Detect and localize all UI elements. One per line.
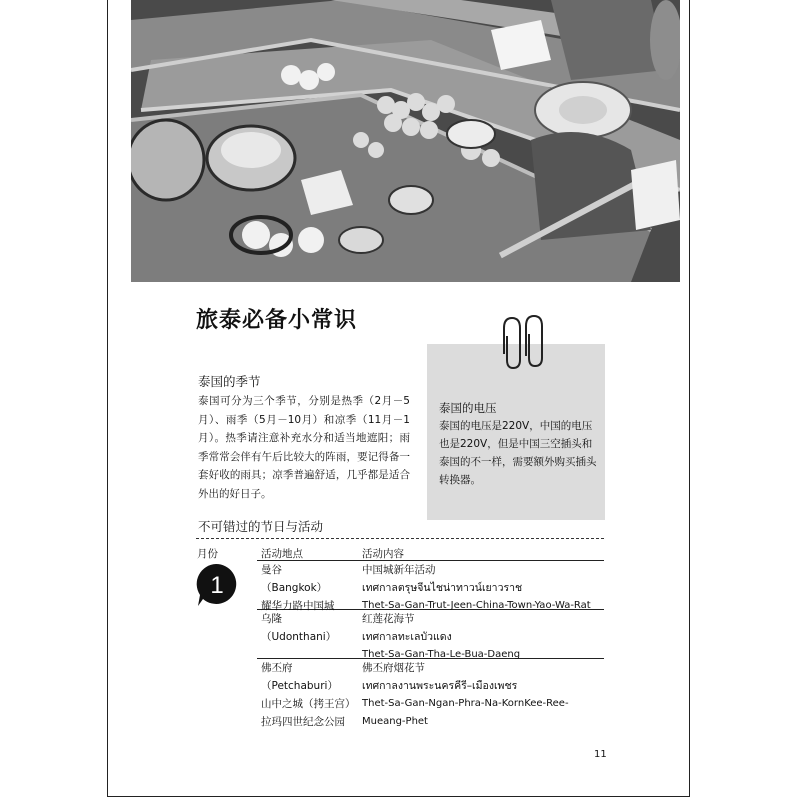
place-line: 乌隆 [261, 613, 282, 625]
content-line: 中国城新年活动 [362, 564, 436, 576]
place-line: （Bangkok） [261, 582, 328, 594]
content-line: Thet-Sa-Gan-Trut-Jeen-China-Town-Yao-Wa-Rat [362, 600, 591, 611]
column-header-place: 活动地点 [261, 548, 303, 560]
content-line: เทศกาลงานพระนครคีรี–เมืองเพชร [362, 680, 518, 692]
month-number: 1 [210, 572, 224, 599]
content-line: เทศกาลตรุษจีนไชน่าทาวน์เยาวราช [362, 582, 523, 594]
season-body: 泰国可分为三个季节，分别是热季（2月－5月）、雨季（5月－10月）和凉季（11月－1月）。热季请注意补充水分和适当地遮阳；雨季常常会伴有午后比较大的阵雨，要记得备一套好收的雨具；凉季普遍舒适，几乎都是适合外出的好日子。 [198, 395, 410, 500]
place-line: 佛丕府 [261, 662, 293, 674]
voltage-body: 泰国的电压是220V，中国的电压也是220V，但是中国三空插头和泰国的不一样，需要额外购买插头转换器。 [439, 420, 597, 486]
content-line: Mueang-Phet [362, 716, 428, 727]
table-row [362, 610, 520, 664]
column-header-month: 月份 [197, 548, 218, 560]
column-header-content: 活动内容 [362, 548, 404, 560]
page-number: 11 [594, 749, 607, 760]
festivals-heading: 不可错过的节日与活动 [198, 519, 324, 534]
floating-market-photo [131, 0, 680, 282]
month-badge [194, 562, 240, 612]
table-row [362, 561, 591, 615]
content-line: 红莲花海节 [362, 613, 415, 625]
place-line: 山中之城（拷王宫） [261, 698, 356, 710]
table-row [261, 610, 336, 646]
voltage-heading: 泰国的电压 [439, 401, 497, 415]
place-line: 耀华力路中国城 [261, 600, 335, 612]
table-row [261, 659, 356, 731]
content-line: 佛丕府烟花节 [362, 662, 425, 674]
content-line: เทศกาลทะเลบัวแดง [362, 631, 452, 643]
place-line: 拉玛四世纪念公园 [261, 716, 345, 728]
table-row [261, 561, 335, 615]
content-line: Thet-Sa-Gan-Tha-Le-Bua-Daeng [362, 649, 521, 660]
page-title: 旅泰必备小常识 [196, 308, 358, 333]
paper-clip-icon [498, 314, 548, 372]
season-heading: 泰国的季节 [198, 374, 261, 389]
place-line: （Udonthani） [261, 631, 337, 643]
place-line: （Petchaburi） [261, 680, 338, 692]
place-line: 曼谷 [261, 564, 282, 576]
content-line: Thet-Sa-Gan-Ngan-Phra-Na-KornKee-Ree- [362, 698, 569, 709]
dashed-divider [196, 538, 604, 539]
table-row [362, 659, 569, 731]
